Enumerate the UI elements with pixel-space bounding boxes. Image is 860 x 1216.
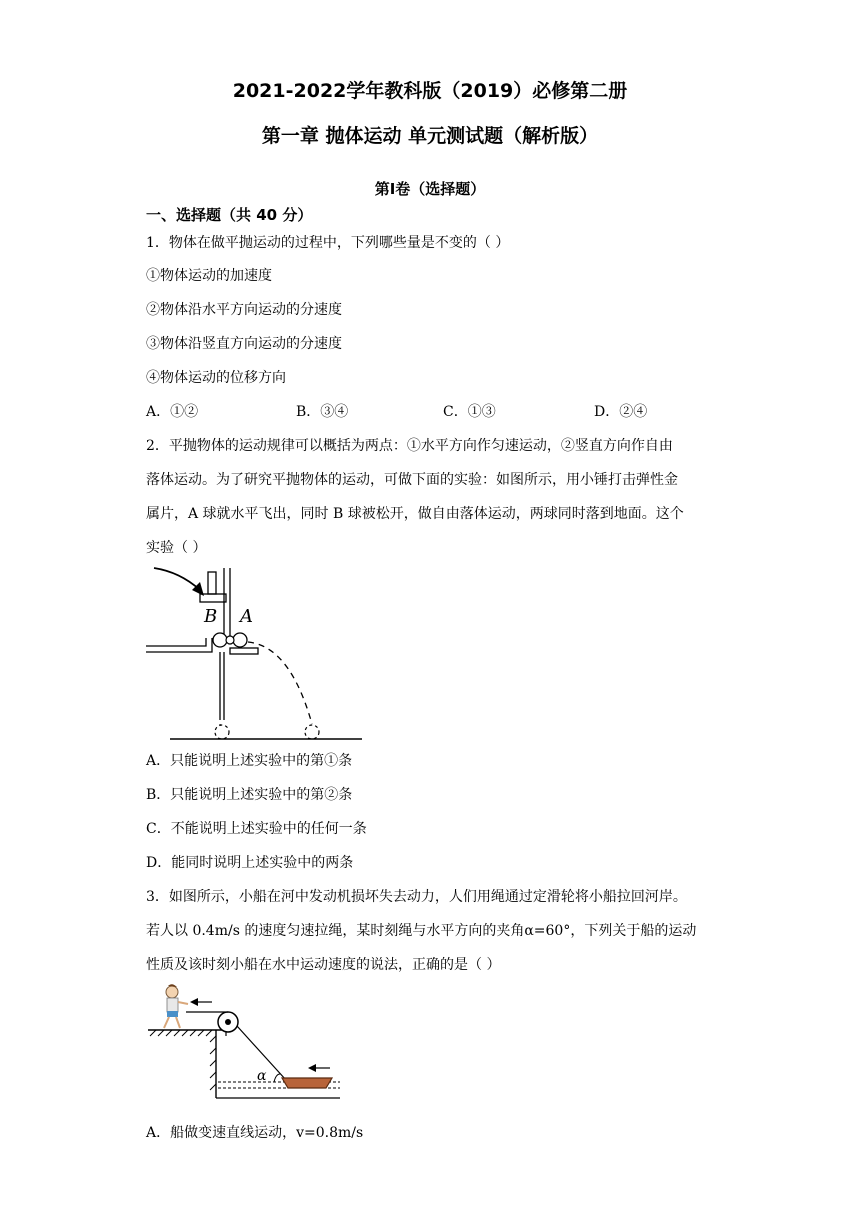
q2-option-b: B．只能说明上述实验中的第②条 xyxy=(146,787,353,803)
q3-stem-line3: 性质及该时刻小船在水中运动速度的说法，正确的是（ ） xyxy=(146,957,501,973)
q3-stem-line1: 3．如图所示，小船在河中发动机损坏失去动力，人们用绳通过定滑轮将小船拉回河岸。 xyxy=(146,889,687,905)
page-title-line1: 2021-2022学年教科版（2019）必修第二册 xyxy=(232,80,628,102)
q2-stem-line2: 落体运动。为了研究平抛物体的运动，可做下面的实验：如图所示，用小锤打击弹性金 xyxy=(146,472,678,488)
q2-option-a: A．只能说明上述实验中的第①条 xyxy=(146,753,353,769)
q2-label-b: B xyxy=(204,606,218,627)
q1-item-4: ④物体运动的位移方向 xyxy=(146,370,286,386)
page-title-line2: 第一章 抛体运动 单元测试题（解析版） xyxy=(261,125,599,147)
part-heading: 一、选择题（共 40 分） xyxy=(146,206,313,224)
q3-option-a: A．船做变速直线运动，v=0.8m/s xyxy=(146,1125,364,1141)
q2-stem-line3: 属片，A 球就水平飞出，同时 B 球被松开，做自由落体运动，两球同时落到地面。这个 xyxy=(146,506,684,522)
q2-label-a: A xyxy=(240,606,253,627)
q1-stem: 1．物体在做平抛运动的过程中，下列哪些量是不变的（ ） xyxy=(146,235,510,251)
q3-stem-line2: 若人以 0.4m/s 的速度匀速拉绳，某时刻绳与水平方向的夹角α=60°，下列关于船的运动 xyxy=(146,923,697,939)
q2-option-c: C．不能说明上述实验中的任何一条 xyxy=(146,821,367,837)
q1-option-a: A．①② xyxy=(146,404,199,420)
q1-option-d: D．②④ xyxy=(594,404,648,420)
q3-figure xyxy=(140,980,360,1100)
q2-stem-line4: 实验（ ） xyxy=(146,540,207,556)
q1-option-b: B．③④ xyxy=(296,404,349,420)
q2-figure xyxy=(140,560,370,750)
q1-item-3: ③物体沿竖直方向运动的分速度 xyxy=(146,336,342,352)
q1-item-2: ②物体沿水平方向运动的分速度 xyxy=(146,302,342,318)
q1-option-c: C．①③ xyxy=(443,404,496,420)
section-title: 第Ⅰ卷（选择题） xyxy=(374,180,486,198)
q3-label-alpha: α xyxy=(257,1068,267,1084)
q2-option-d: D．能同时说明上述实验中的两条 xyxy=(146,855,354,871)
q1-item-1: ①物体运动的加速度 xyxy=(146,268,272,284)
q2-stem-line1: 2．平抛物体的运动规律可以概括为两点：①水平方向作匀速运动，②竖直方向作自由 xyxy=(146,438,673,454)
